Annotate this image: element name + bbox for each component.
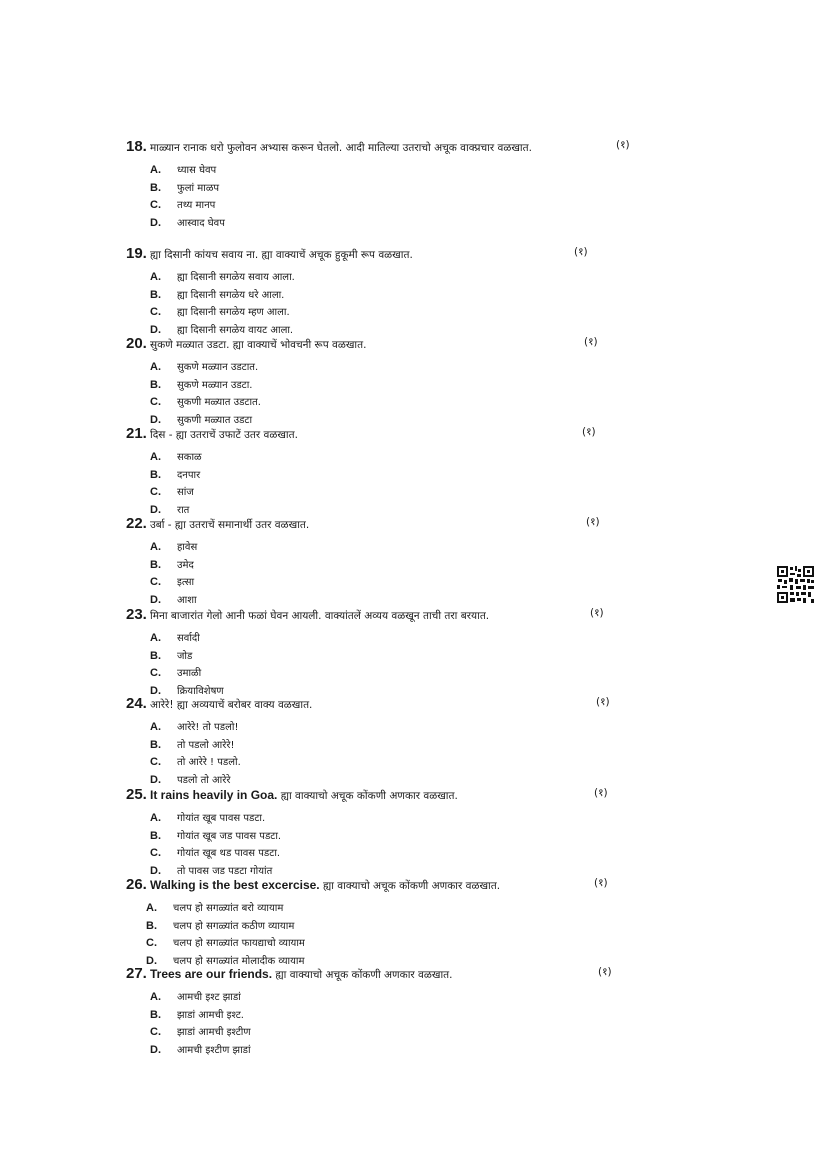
option-text: आशा — [177, 594, 197, 606]
english-sentence: Trees are our friends. — [150, 967, 273, 981]
question-number: 18. — [126, 138, 147, 155]
question-text: आरेरे! ह्या अव्ययाचें बरोबर वाक्य वळखात. — [150, 699, 313, 711]
option-letter: B. — [150, 829, 161, 842]
option-c — [126, 841, 646, 859]
option-text: गोयांत खूब थड पावस पडटा. — [177, 848, 281, 860]
option-a — [126, 715, 646, 733]
option-b — [126, 1003, 646, 1021]
option-letter: D. — [150, 503, 161, 516]
option-text: सकाळ — [177, 452, 202, 463]
question-text: माळ्यान रानाक धरो फुलोवन अभ्यास करून घेतलो. आदी मातिल्या उतराचो अचूक वाक्प्रचार वळखात. — [150, 142, 532, 154]
option-c — [126, 193, 646, 211]
option-letter: C. — [150, 756, 161, 769]
question-stem — [126, 784, 646, 806]
option-b — [126, 463, 646, 481]
marks: (१) — [598, 966, 612, 978]
question-stem — [126, 423, 646, 445]
marks: (१) — [616, 139, 630, 151]
option-b — [126, 733, 646, 751]
question-number: 23. — [126, 606, 147, 623]
option-d — [126, 211, 646, 229]
question-number: 27. — [126, 965, 147, 982]
question-text: सुकणे मळ्यात उडटा. ह्या वाक्याचें भोवचनी रूप वळखात. — [150, 339, 367, 351]
question-stem — [126, 874, 646, 896]
option-text: तो पावस जड पडटा गोयांत — [177, 865, 273, 877]
question-stem — [126, 693, 646, 715]
question-number: 21. — [126, 425, 147, 442]
question-stem — [126, 333, 646, 355]
option-text: सुकणे मळ्यान उडटा. — [177, 379, 253, 391]
question-27 — [126, 963, 646, 1055]
option-text: गोयांत खूब पावस पडटा. — [177, 813, 266, 824]
option-letter: C. — [150, 1026, 161, 1039]
option-b — [126, 824, 646, 842]
option-text: ह्या दिसानी सगळेय वायट आला. — [177, 324, 294, 336]
question-text: मिना बाजारांत गेलो आनी फळां घेवन आयली. वाक्यांतलें अव्यय वळखून ताची तरा बरयात. — [150, 610, 490, 622]
option-text: इत्सा — [177, 577, 195, 589]
option-a — [126, 806, 646, 824]
question-number: 25. — [126, 786, 147, 803]
option-text: दनपार — [177, 469, 201, 481]
option-letter: D. — [150, 413, 161, 426]
option-text: फुलां माळप — [177, 182, 220, 194]
question-stem — [126, 963, 646, 985]
option-letter: D. — [150, 864, 161, 877]
marks: (१) — [590, 607, 604, 619]
option-letter: A. — [150, 991, 161, 1003]
option-text: झाडां आमची इश्टीण — [177, 1027, 251, 1039]
option-d — [126, 588, 646, 606]
option-letter: C. — [150, 576, 161, 589]
option-text: झाडां आमची इश्ट. — [177, 1009, 244, 1021]
option-a — [126, 896, 646, 914]
option-text: सुकणी मळ्यात उडटा — [177, 414, 253, 426]
option-text: आरेरे! तो पडलो! — [177, 722, 239, 733]
option-text: आमची इश्ट झाडां — [177, 992, 241, 1003]
option-text: तो आरेरे ! पडलो. — [177, 757, 241, 769]
question-24 — [126, 693, 646, 785]
option-letter: B. — [150, 649, 161, 662]
option-b — [126, 373, 646, 391]
option-c — [126, 570, 646, 588]
option-b — [126, 176, 646, 194]
option-text: ध्यास घेवप — [177, 165, 217, 176]
option-text: आस्वाद घेवप — [177, 217, 225, 229]
option-text: ह्या दिसानी सगळेय सवाय आला. — [177, 272, 295, 283]
option-letter: A. — [150, 164, 161, 176]
option-d — [126, 1038, 646, 1056]
marks: (१) — [582, 426, 596, 438]
option-a — [126, 626, 646, 644]
option-text: क्रियाविशेषण — [177, 685, 224, 697]
option-letter: B. — [146, 919, 157, 932]
question-19 — [126, 243, 646, 335]
option-text: गोयांत खूब जड पावस पडटा. — [177, 830, 282, 842]
option-letter: C. — [150, 396, 161, 409]
option-letter: B. — [150, 181, 161, 194]
option-c — [126, 300, 646, 318]
question-text: दिस - ह्या उतराचें उफाटें उतर वळखात. — [150, 429, 298, 441]
marks: (१) — [574, 246, 588, 258]
option-text: जोड — [177, 650, 193, 662]
question-instruction: ह्या वाक्याचो अचूक कोंकणी अणकार वळखात. — [277, 790, 458, 802]
option-a — [126, 535, 646, 553]
marks: (१) — [596, 696, 610, 708]
question-stem — [126, 513, 646, 535]
english-sentence: It rains heavily in Goa. — [150, 788, 278, 802]
marks: (१) — [586, 516, 600, 528]
option-c — [126, 931, 646, 949]
question-text — [150, 790, 458, 802]
option-letter: B. — [150, 288, 161, 301]
option-text: उमाळी — [177, 668, 202, 680]
option-letter: D. — [150, 1043, 161, 1056]
option-letter: B. — [150, 468, 161, 481]
question-stem — [126, 604, 646, 626]
option-b — [126, 283, 646, 301]
option-letter: B. — [150, 1008, 161, 1021]
option-text: हावेस — [177, 542, 198, 553]
option-letter: C. — [146, 937, 157, 950]
option-text: सुकणे मळ्यान उडटात. — [177, 362, 259, 373]
option-a — [126, 985, 646, 1003]
option-letter: B. — [150, 558, 161, 571]
option-d — [126, 768, 646, 786]
option-letter: C. — [150, 847, 161, 860]
option-letter: A. — [150, 721, 161, 733]
question-number: 22. — [126, 515, 147, 532]
question-instruction: ह्या वाक्याचो अचूक कोंकणी अणकार वळखात. — [319, 880, 501, 892]
option-b — [126, 914, 646, 932]
option-letter: D. — [150, 684, 161, 697]
option-letter: C. — [150, 199, 161, 212]
option-text: ह्या दिसानी सगळेय म्हण आला. — [177, 307, 290, 319]
option-c — [126, 480, 646, 498]
qr-code-icon — [776, 565, 815, 604]
option-letter: D. — [150, 323, 161, 336]
option-c — [126, 390, 646, 408]
question-18 — [126, 136, 646, 228]
question-text: ह्या दिसानी कांयच सवाय ना. ह्या वाक्याचें अचूक हुकूमी रूप वळखात. — [150, 249, 413, 261]
question-text — [150, 969, 453, 981]
marks: (१) — [594, 877, 608, 889]
question-instruction: ह्या वाक्याचो अचूक कोंकणी अणकार वळखात. — [272, 969, 453, 981]
marks: (१) — [594, 787, 608, 799]
option-text: रात — [177, 504, 190, 516]
question-number: 26. — [126, 876, 147, 893]
option-letter: A. — [150, 271, 161, 283]
question-text: उर्बा - ह्या उतराचें समानार्थी उतर वळखात. — [150, 519, 310, 531]
option-text: सांज — [177, 487, 194, 499]
question-21 — [126, 423, 646, 515]
option-letter: A. — [150, 541, 161, 553]
option-b — [126, 553, 646, 571]
option-text: चलप हो सगळ्यांत फायद्याचो व्यायाम — [173, 938, 305, 950]
marks: (१) — [584, 336, 598, 348]
option-letter: D. — [150, 593, 161, 606]
option-a — [126, 445, 646, 463]
option-text: ह्या दिसानी सगळेय धरे आला. — [177, 289, 285, 301]
option-letter: C. — [150, 486, 161, 499]
option-letter: B. — [150, 738, 161, 751]
question-20 — [126, 333, 646, 425]
option-letter: A. — [150, 632, 161, 644]
option-letter: D. — [150, 216, 161, 229]
option-letter: D. — [150, 773, 161, 786]
option-text: पडलो तो आरेरे — [177, 774, 231, 786]
option-a — [126, 355, 646, 373]
option-c — [126, 1020, 646, 1038]
option-letter: B. — [150, 378, 161, 391]
option-letter: C. — [150, 667, 161, 680]
option-a — [126, 158, 646, 176]
option-text: सर्वादी — [177, 633, 200, 644]
question-number: 20. — [126, 335, 147, 352]
option-a — [126, 265, 646, 283]
question-26 — [126, 874, 646, 966]
option-letter: A. — [150, 451, 161, 463]
question-stem — [126, 243, 646, 265]
option-text: चलप हो सगळ्यांत कठीण व्यायाम — [173, 920, 295, 932]
option-c — [126, 750, 646, 768]
option-c — [126, 661, 646, 679]
option-text: चलप हो सगळ्यांत मोलादीक व्यायाम — [173, 955, 305, 967]
option-text: सुकणी मळ्यात उडटात. — [177, 397, 261, 409]
option-letter: A. — [150, 812, 161, 824]
option-text: तथ्य मानप — [177, 200, 216, 212]
question-number: 24. — [126, 695, 147, 712]
english-sentence: Walking is the best excercise. — [150, 878, 320, 892]
question-23 — [126, 604, 646, 696]
question-number: 19. — [126, 245, 147, 262]
question-text — [150, 880, 500, 892]
option-letter: C. — [150, 306, 161, 319]
question-22 — [126, 513, 646, 605]
option-text: चलप हो सगळ्यांत बरो व्यायाम — [173, 903, 284, 914]
option-letter: A. — [146, 902, 157, 914]
option-text: उमेद — [177, 559, 194, 571]
option-letter: A. — [150, 361, 161, 373]
option-b — [126, 644, 646, 662]
question-stem — [126, 136, 646, 158]
question-25 — [126, 784, 646, 876]
option-text: तो पडलो आरेरे! — [177, 739, 235, 751]
option-letter: D. — [146, 954, 157, 967]
option-text: आमची इश्टीण झाडां — [177, 1044, 251, 1056]
